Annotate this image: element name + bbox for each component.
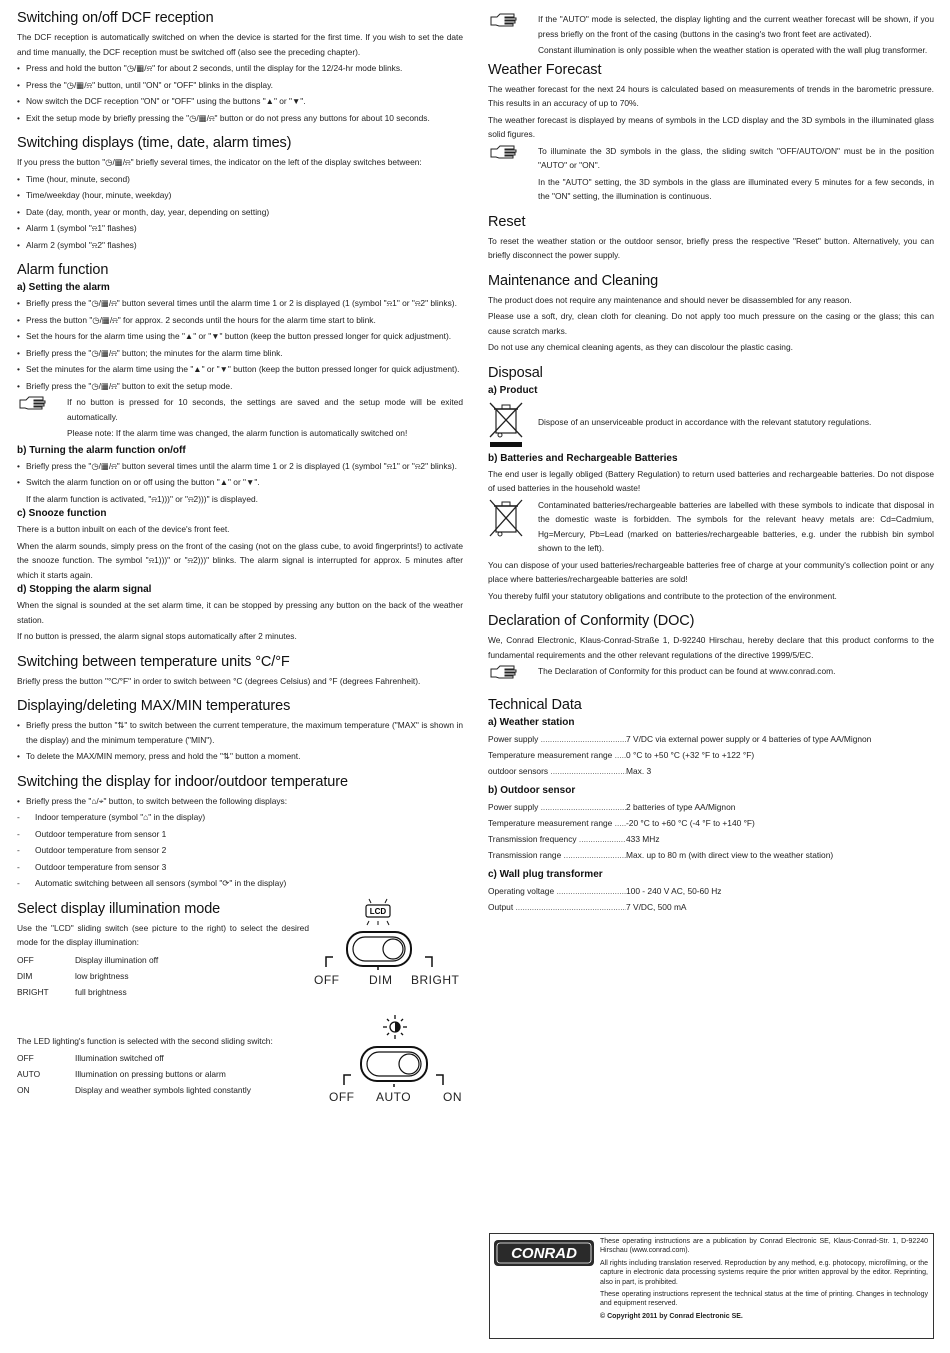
section-maintenance	[488, 273, 934, 355]
battery-symbol-text: Contaminated batteries/rechargeable batteries are labelled with these symbols to indicate that disposal in the domestic waste is forbidden. The symbols for the relevant heavy metals are: Cd=Cadmium, Hg=Mercury, Pb=Lead (marked on batteries/rechargeable batteries, e.g. under the rubbish bin symbol shown to the left).	[538, 499, 934, 553]
list-item: • Date (day, month, year or month, day, year, depending on setting)	[17, 205, 463, 220]
tech-heading: Technical Data	[488, 696, 582, 713]
spec-key: Temperature measurement range .....	[488, 747, 626, 763]
disposal-b-p1: The end user is legally obliged (Battery Regulation) to return used batteries and rechargeable batteries. Do not dispose of used batteries in the household waste!	[488, 468, 934, 493]
switch-label-bright: BRIGHT	[411, 972, 460, 987]
spec-key: Transmission frequency .....	[488, 831, 626, 847]
forecast-note	[488, 144, 934, 204]
list-item: • Briefly press the "◷/▦/⍾" button several times until the alarm time 1 or 2 is displayed (1 (symbol "⍾1" or "⍾2" blinks).	[17, 459, 463, 474]
list-item: - Automatic switching between all sensors (symbol "⟳" in the display)	[17, 876, 463, 891]
right-column	[488, 10, 934, 925]
tech-b-table	[488, 799, 934, 863]
indoor-heading: Switching the display for indoor/outdoor temperature	[17, 773, 348, 790]
list-item: • Briefly press the "◷/▦/⍾" button; the minutes for the alarm time blink.	[17, 346, 463, 361]
dcf-list	[17, 61, 463, 125]
section-indoor	[17, 774, 463, 891]
list-item: • Switch the alarm function on or off using the button "▲" or "▼".	[17, 475, 463, 490]
tech-b-heading: b) Outdoor sensor	[488, 784, 576, 796]
alarm-note-2: Please note: If the alarm time was changed, the alarm function is automatically switched on!	[67, 428, 408, 438]
list-item: • Press the "◷/▦/⍾" button, until "ON" or "OFF" blinks in the display.	[17, 78, 463, 93]
spec-value: 2 batteries of type AA/Mignon	[626, 801, 736, 812]
imprint-text	[600, 1237, 928, 1324]
led-modes	[17, 1050, 307, 1098]
spec-key: Transmission range .....	[488, 847, 626, 863]
list-item: • Briefly press the button "⇅" to switch between the current temperature, the maximum temperature ("MAX" is shown in the display) and the minimum temperature ("MIN").	[17, 718, 463, 747]
lcd-badge: LCD	[369, 906, 387, 916]
alarm-d-p1: When the signal is sounded at the set alarm time, it can be stopped by pressing any button on the back of the weather station.	[17, 600, 463, 625]
switch-label-off: OFF	[329, 1089, 355, 1104]
alarm-c-p2: When the alarm sounds, simply press on the front of the casing (not on the glass cube, to avoid fingerprints!) to activate the snooze function. The symbol "⍾1)))" or "⍾2)))" blinks. The alarm signal is interrupted for approx. 5 minutes after which it starts again.	[17, 540, 463, 580]
forecast-heading: Weather Forecast	[488, 61, 602, 78]
maint-p3: Do not use any chemical cleaning agents, as they can discolour the plastic casing.	[488, 342, 793, 352]
list-item: • Briefly press the "◷/▦/⍾" button several times until the alarm time 1 or 2 is displayed (1 (symbol "⍾1" or "⍾2" blinks).	[17, 296, 463, 311]
displays-intro: If you press the button "◷/▦/⍾" briefly several times, the indicator on the left of the display switches between:	[17, 157, 422, 167]
switch-label-off: OFF	[314, 972, 340, 987]
table-row	[488, 899, 934, 915]
list-item: - Outdoor temperature from sensor 2	[17, 843, 463, 858]
illum-intro: Use the "LCD" sliding switch (see picture to the right) to select the desired mode for the display illumination:	[17, 922, 309, 947]
switch-label-auto: AUTO	[376, 1089, 412, 1104]
spec-value: Max. up to 80 m (with direct view to the weather station)	[626, 849, 834, 860]
alarm-b-heading: b) Turning the alarm function on/off	[17, 444, 186, 456]
alarm-a-list	[17, 296, 463, 393]
left-column	[17, 10, 463, 1141]
illum-heading: Select display illumination mode	[17, 900, 221, 917]
mode-key: OFF	[17, 954, 34, 965]
displays-list	[17, 172, 463, 253]
mode-key: OFF	[17, 1053, 34, 1063]
table-row	[488, 847, 934, 863]
alarm-a-heading: a) Setting the alarm	[17, 282, 110, 293]
tech-c-table	[488, 883, 934, 915]
mode-key: DIM	[17, 970, 33, 981]
tech-a-table	[488, 731, 934, 779]
list-item: • Alarm 2 (symbol "⍾2" flashes)	[17, 238, 463, 253]
mode-value: Display and weather symbols lighted constantly	[75, 1085, 251, 1095]
doc-note-text: The Declaration of Conformity for this product can be found at www.conrad.com.	[538, 666, 836, 676]
spec-value: 0 °C to +50 °C (+32 °F to +122 °F)	[626, 749, 755, 760]
forecast-p1: The weather forecast for the next 24 hours is calculated based on measurements of trends in the barometric pressure. This results in an accuracy of up to 70%.	[488, 83, 934, 108]
lcd-modes	[17, 952, 307, 1000]
alarm-c-p1: There is a button inbuilt on each of the device's front feet.	[17, 524, 230, 534]
list-item: - Indoor temperature (symbol "⌂" in the display)	[17, 810, 463, 825]
disposal-b-heading: b) Batteries and Rechargeable Batteries	[488, 452, 678, 464]
maxmin-list	[17, 718, 463, 764]
spec-key: Output .....	[488, 899, 626, 915]
section-dcf	[17, 10, 463, 125]
section-doc	[488, 613, 934, 679]
spec-value: 7 V/DC via external power supply or 4 batteries of type AA/Mignon	[626, 733, 872, 744]
switch-label-dim: DIM	[369, 972, 393, 987]
mode-key: BRIGHT	[17, 986, 49, 997]
table-row	[488, 731, 934, 747]
pointing-hand-icon	[490, 13, 524, 27]
doc-p1: We, Conrad Electronic, Klaus-Conrad-Straße 1, D-92240 Hirschau, hereby declare that this product conforms to the fundamental requirements and the other relevant regulations of the directive 1999/5/EC.	[488, 635, 934, 660]
imprint-p1: These operating instructions are a publication by Conrad Electronic SE, Klaus-Conrad-Str. 1, D-92240 Hirschau (www.conrad.com).	[600, 1238, 928, 1255]
section-displays	[17, 135, 463, 252]
mode-value: full brightness	[75, 986, 127, 997]
section-technical-data	[488, 697, 934, 915]
mode-value: Display illumination off	[75, 954, 159, 965]
list-item: • Now switch the DCF reception "ON" or "OFF" using the buttons "▲" or "▼".	[17, 94, 463, 109]
imprint-copyright: © Copyright 2011 by Conrad Electronic SE.	[600, 1312, 743, 1320]
led-slide-switch	[323, 1013, 473, 1113]
reset-text: To reset the weather station or the outdoor sensor, briefly press the respective "Reset" button. Alternatively, you can briefly disconnect the power supply.	[488, 235, 934, 260]
alarm-d-p2: If no button is pressed, the alarm signal stops automatically after 2 minutes.	[17, 631, 297, 641]
list-item: • Set the hours for the alarm time using the "▲" or "▼" button (keep the button pressed longer for quick adjustment).	[17, 329, 463, 344]
product-disposal-row	[488, 399, 934, 451]
list-item: • Press the button "◷/▦/⍾" for approx. 2 seconds until the hours for the alarm time start to blink.	[17, 313, 463, 328]
pointing-hand-icon	[490, 665, 524, 679]
list-item: • Exit the setup mode by briefly pressing the "◷/▦/⍾" button or do not press any buttons for about 10 seconds.	[17, 111, 463, 126]
dcf-intro: The DCF reception is automatically switched on when the device is started for the first time. If you wish to set the date and time manually, the DCF reception must be switched off (also see the preceding chapter).	[17, 32, 463, 57]
spec-value: 100 - 240 V AC, 50-60 Hz	[626, 885, 722, 896]
reset-heading: Reset	[488, 213, 526, 230]
alarm-b-list	[17, 459, 463, 490]
spec-value: 433 MHz	[626, 833, 660, 844]
dcf-heading: Switching on/off DCF reception	[17, 10, 214, 26]
spec-value: 7 V/DC, 500 mA	[626, 901, 687, 912]
spec-key: Power supply .....	[488, 799, 626, 815]
section-reset	[488, 214, 934, 263]
doc-heading: Declaration of Conformity (DOC)	[488, 613, 695, 629]
table-row	[488, 815, 934, 831]
alarm-d-heading: d) Stopping the alarm signal	[17, 584, 152, 595]
led-intro: The LED lighting's function is selected with the second sliding switch:	[17, 1035, 273, 1046]
section-maxmin	[17, 698, 463, 764]
mode-key: ON	[17, 1085, 30, 1095]
auto-note	[488, 12, 934, 58]
disposal-b-p2: You can dispose of your used batteries/rechargeable batteries free of charge at your community's collection point or any place where batteries/rechargeable batteries are sold!	[488, 559, 934, 584]
table-row	[488, 831, 934, 847]
alarm-b-extra: If the alarm function is activated, "⍾1)))" or "⍾2)))" is displayed.	[26, 493, 258, 504]
indoor-dash-list	[17, 810, 463, 891]
units-text: Briefly press the button "°C/°F" in order to switch between °C (degrees Celsius) and °F (degrees Fahrenheit).	[17, 675, 421, 686]
imprint-p3: These operating instructions represent the technical status at the time of printing. Changes in technology and equipment reserved.	[600, 1291, 928, 1308]
list-item: • Briefly press the "⌂/⌖" button, to switch between the following displays:	[17, 794, 463, 809]
product-disposal-text: Dispose of an unserviceable product in accordance with the relevant statutory regulations.	[538, 416, 872, 427]
spec-key: Operating voltage .....	[488, 883, 626, 899]
list-item: • To delete the MAX/MIN memory, press and hold the "⇅" button a moment.	[17, 749, 463, 764]
imprint-box	[489, 1233, 934, 1339]
battery-disposal-row	[488, 498, 934, 556]
tech-c-heading: c) Wall plug transformer	[488, 868, 603, 880]
auto-note-1: If the "AUTO" mode is selected, the display lighting and the current weather forecast will be shown, if you press briefly on the front of the casing (buttons in the casing's two front feet are activated).	[538, 14, 934, 39]
displays-heading: Switching displays (time, date, alarm times)	[17, 135, 292, 151]
list-item: - Outdoor temperature from sensor 3	[17, 860, 463, 875]
spec-value: -20 °C to +60 °C (-4 °F to +140 °F)	[626, 817, 755, 828]
section-alarm	[17, 262, 463, 644]
list-item: • Time/weekday (hour, minute, weekday)	[17, 188, 463, 203]
crossed-bin-icon	[488, 399, 524, 449]
alarm-heading: Alarm function	[17, 262, 109, 278]
tech-a-heading: a) Weather station	[488, 716, 575, 728]
table-row	[488, 763, 934, 779]
maint-heading: Maintenance and Cleaning	[488, 272, 659, 289]
section-units	[17, 654, 463, 689]
spec-value: Max. 3	[626, 765, 652, 776]
forecast-note-2: In the "AUTO" setting, the 3D symbols in the glass are illuminated every 5 minutes for a few seconds, in the "ON" setting, the illumination is continuous.	[538, 176, 934, 201]
lcd-slide-switch	[311, 895, 471, 995]
forecast-note-1: To illuminate the 3D symbols in the glass, the sliding switch "OFF/AUTO/ON" must be in the position "AUTO" or "ON".	[538, 145, 934, 170]
mode-value: Illumination switched off	[75, 1053, 164, 1063]
maint-p2: Please use a soft, dry, clean cloth for cleaning. Do not apply too much pressure on the casing or the glass; this can cause scratch marks.	[488, 311, 934, 336]
spec-key: Power supply .....	[488, 731, 626, 747]
maxmin-heading: Displaying/deleting MAX/MIN temperatures	[17, 698, 291, 714]
list-item: • Set the minutes for the alarm time using the "▲" or "▼" button (keep the button pressed longer for quick adjustment).	[17, 362, 463, 377]
section-disposal	[488, 365, 934, 604]
mode-key: AUTO	[17, 1069, 41, 1079]
switch-label-on: ON	[443, 1089, 462, 1104]
conrad-logo-graphic	[494, 1240, 594, 1266]
imprint-p2: All rights including translation reserved. Reproduction by any method, e.g. photocopy, microfilming, or the capture in electronic data processing systems require the prior written approval by the editor. Reprinting, also in part, is prohibited.	[600, 1259, 928, 1286]
maint-p1: The product does not require any maintenance and should never be disassembled for any reason.	[488, 294, 852, 305]
pointing-hand-icon	[490, 145, 524, 159]
mode-value: low brightness	[75, 970, 129, 981]
alarm-c-heading: c) Snooze function	[17, 508, 107, 519]
spec-key: Temperature measurement range .....	[488, 815, 626, 831]
table-row	[488, 747, 934, 763]
spec-key: outdoor sensors .....	[488, 763, 626, 779]
indoor-list	[17, 794, 463, 809]
units-heading: Switching between temperature units °C/°F	[17, 653, 290, 670]
mode-value: Illumination on pressing buttons or alarm	[75, 1069, 226, 1079]
pointing-hand-icon	[19, 396, 53, 410]
section-forecast	[488, 62, 934, 204]
crossed-bin-icon	[488, 498, 524, 540]
section-illumination	[17, 901, 463, 1131]
doc-note	[488, 664, 934, 679]
list-item: • Briefly press the "◷/▦/⍾" button to exit the setup mode.	[17, 379, 463, 394]
table-row	[488, 799, 934, 815]
list-item: • Press and hold the button "◷/▦/⍾" for about 2 seconds, until the display for the 12/24-hr mode blinks.	[17, 61, 463, 76]
list-item: • Time (hour, minute, second)	[17, 172, 463, 187]
logo-text: CONRAD	[511, 1245, 577, 1262]
disposal-a-heading: a) Product	[488, 384, 538, 396]
alarm-note-1: If no button is pressed for 10 seconds, the settings are saved and the setup mode will be exited automatically.	[67, 397, 463, 422]
disposal-heading: Disposal	[488, 364, 543, 381]
forecast-p2: The weather forecast is displayed by means of symbols in the LCD display and the 3D symbols in the illuminated glass solid figures.	[488, 114, 934, 139]
list-item: - Outdoor temperature from sensor 1	[17, 827, 463, 842]
alarm-note	[17, 395, 463, 441]
disposal-b-p3: You thereby fulfil your statutory obligations and contribute to the protection of the environment.	[488, 590, 837, 601]
auto-note-2: Constant illumination is only possible when the weather station is operated with the wall plug transformer.	[538, 45, 928, 55]
list-item: • Alarm 1 (symbol "⍾1" flashes)	[17, 221, 463, 236]
conrad-logo	[494, 1240, 594, 1266]
table-row	[488, 883, 934, 899]
